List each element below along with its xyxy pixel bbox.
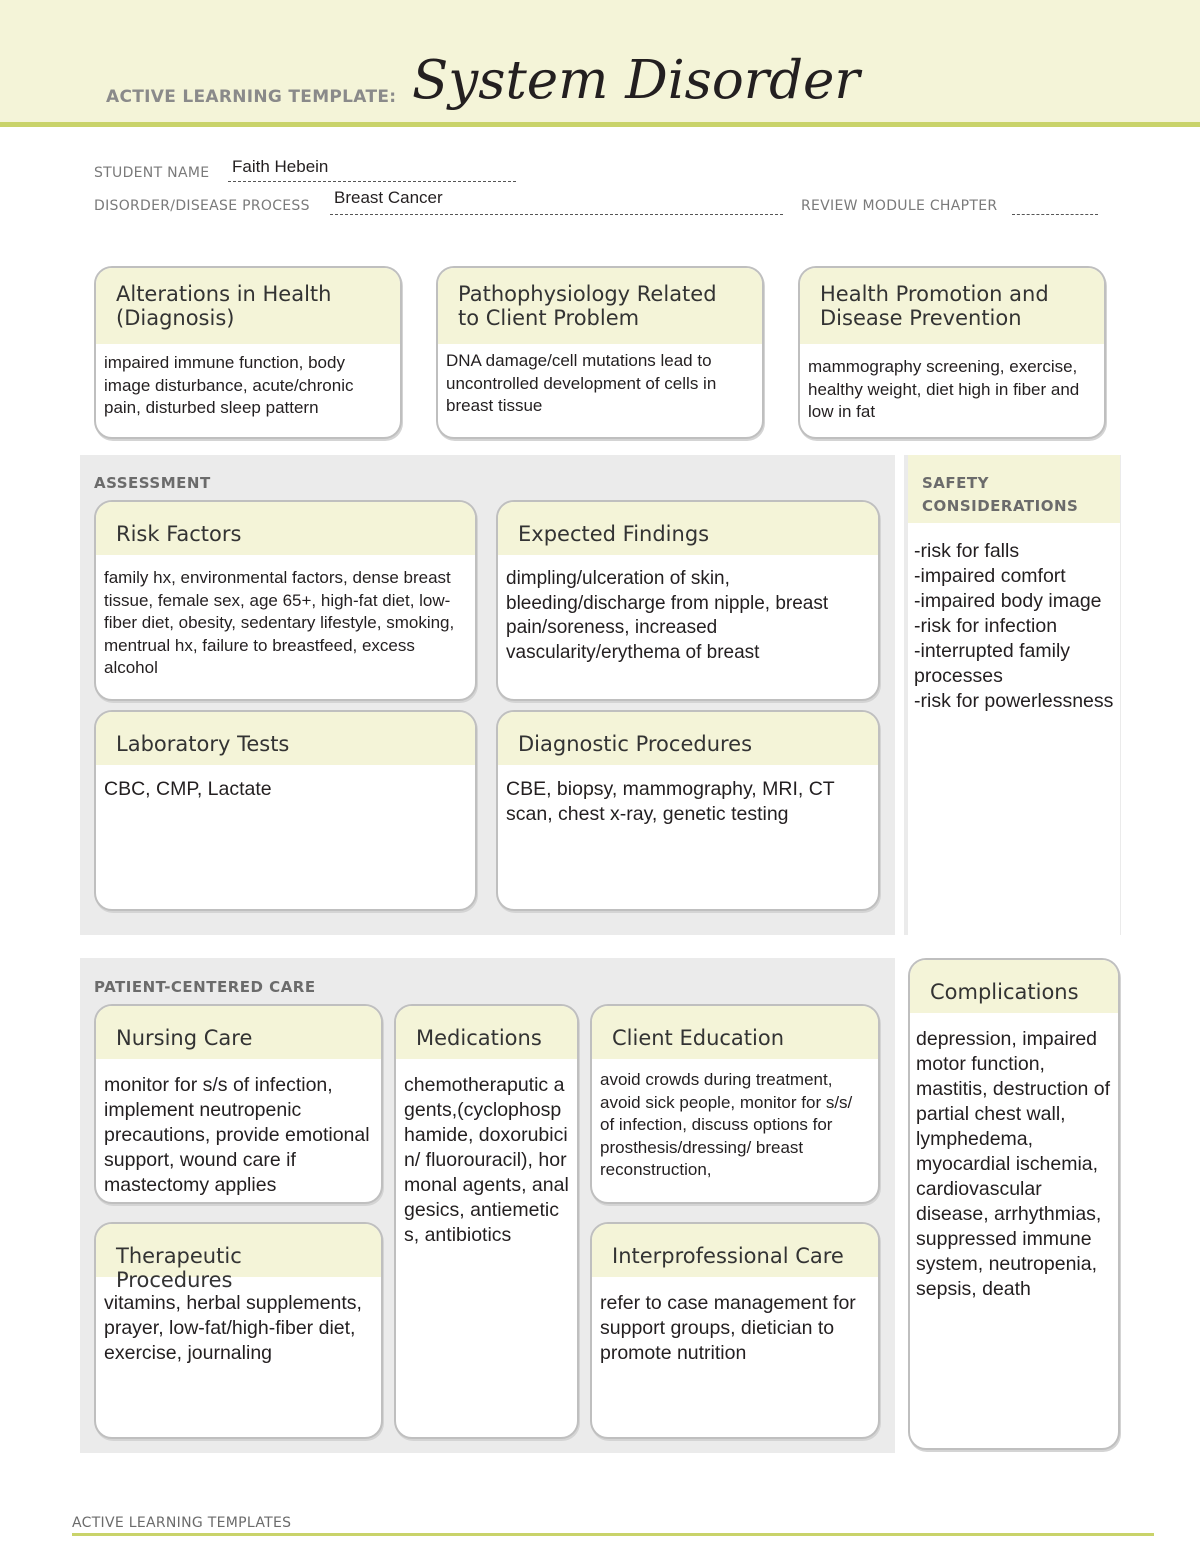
laboratory-tests-box <box>94 710 477 911</box>
risk-factors-title: Risk Factors <box>96 502 475 555</box>
pathophysiology-title: Pathophysiology Related to Client Problem <box>438 268 762 344</box>
health-promotion-box <box>798 266 1106 439</box>
student-name-line <box>228 181 516 182</box>
template-label: ACTIVE LEARNING TEMPLATE: <box>106 87 397 107</box>
nursing-care-box <box>94 1004 383 1204</box>
footer-divider <box>72 1533 1154 1536</box>
student-name-label: STUDENT NAME <box>94 165 210 181</box>
pathophysiology-box <box>436 266 764 439</box>
interprofessional-care-title: Interprofessional Care <box>592 1224 878 1277</box>
footer-label: ACTIVE LEARNING TEMPLATES <box>72 1515 292 1531</box>
diagnostic-procedures-body[interactable]: CBE, biopsy, mammography, MRI, CT scan, chest x-ray, genetic testing <box>506 778 835 825</box>
nursing-care-title: Nursing Care <box>96 1006 381 1059</box>
therapeutic-procedures-title: Therapeutic Procedures <box>96 1224 381 1277</box>
safety-label: SAFETY CONSIDERATIONS <box>922 474 1079 515</box>
assessment-label: ASSESSMENT <box>94 474 211 492</box>
disorder-label: DISORDER/DISEASE PROCESS <box>94 198 310 214</box>
health-promotion-title: Health Promotion and Disease Prevention <box>800 268 1104 344</box>
safety-item: -risk for powerlessness <box>914 690 1114 712</box>
client-education-box <box>590 1004 880 1204</box>
safety-item: -risk for falls <box>914 540 1020 562</box>
client-education-title: Client Education <box>592 1006 878 1059</box>
medications-body[interactable]: chemotheraputic agents,(cyclophosphamide, doxorubicin/ fluorouracil), hormonal agents, analgesics, antiemetics, antibiotics <box>404 1074 569 1246</box>
disorder-field[interactable]: Breast Cancer <box>334 188 443 207</box>
safety-item: -impaired comfort <box>914 565 1066 587</box>
header-divider <box>0 122 1200 127</box>
review-module-label: REVIEW MODULE CHAPTER <box>801 198 998 214</box>
disorder-line <box>330 214 783 215</box>
complications-box <box>908 958 1120 1450</box>
pathophysiology-body[interactable]: DNA damage/cell mutations lead to uncontrolled development of cells in breast tissue <box>446 351 717 415</box>
expected-findings-box <box>496 500 880 701</box>
review-module-line <box>1012 214 1098 215</box>
laboratory-tests-title: Laboratory Tests <box>96 712 475 765</box>
diagnostic-procedures-title: Diagnostic Procedures <box>498 712 878 765</box>
safety-item: -interrupted family processes <box>914 640 1071 687</box>
risk-factors-body[interactable]: family hx, environmental factors, dense breast tissue, female sex, age 65+, high-fat diet, low-fiber diet, obesity, sedentary lifestyle, smoking, mentrual hx, failure to breastfeed, excess alcohol <box>104 568 455 677</box>
laboratory-tests-body[interactable]: CBC, CMP, Lactate <box>104 778 272 800</box>
interprofessional-care-box <box>590 1222 880 1439</box>
safety-list[interactable] <box>914 539 1114 714</box>
risk-factors-box <box>94 500 477 701</box>
alterations-body[interactable]: impaired immune function, body image disturbance, acute/chronic pain, disturbed sleep pattern <box>104 353 354 417</box>
patient-care-label: PATIENT-CENTERED CARE <box>94 978 316 996</box>
complications-title: Complications <box>910 960 1118 1013</box>
diagnostic-procedures-box <box>496 710 880 911</box>
therapeutic-procedures-body[interactable]: vitamins, herbal supplements, prayer, low-fat/high-fiber diet, exercise, journaling <box>104 1292 362 1364</box>
expected-findings-title: Expected Findings <box>498 502 878 555</box>
medications-title: Medications <box>396 1006 577 1059</box>
student-name-field[interactable]: Faith Hebein <box>232 157 329 176</box>
alterations-title: Alterations in Health (Diagnosis) <box>96 268 400 344</box>
page-title: System Disorder <box>412 50 860 111</box>
client-education-body[interactable]: avoid crowds during treatment, avoid sick people, monitor for s/s/ of infection, discuss options for prosthesis/dressing/ breast reconstruction, <box>600 1070 853 1179</box>
expected-findings-body[interactable]: dimpling/ulceration of skin, bleeding/discharge from nipple, breast pain/soreness, increased vascularity/erythema of breast <box>506 568 829 663</box>
safety-item: -impaired body image <box>914 590 1102 612</box>
therapeutic-procedures-box <box>94 1222 383 1439</box>
alterations-box <box>94 266 402 439</box>
nursing-care-body[interactable]: monitor for s/s of infection, implement neutropenic precautions, provide emotional support, wound care if mastectomy applies <box>104 1074 370 1196</box>
interprofessional-care-body[interactable]: refer to case management for support groups, dietician to promote nutrition <box>600 1292 856 1364</box>
complications-body[interactable]: depression, impaired motor function, mastitis, destruction of partial chest wall, lymphedema, myocardial ischemia, cardiovascular disease, arrhythmias, suppressed immune system, neutropenia, sepsis, death <box>916 1028 1110 1300</box>
medications-box <box>394 1004 579 1439</box>
health-promotion-body[interactable]: mammography screening, exercise, healthy weight, diet high in fiber and low in fat <box>808 357 1080 421</box>
safety-item: -risk for infection <box>914 615 1058 637</box>
